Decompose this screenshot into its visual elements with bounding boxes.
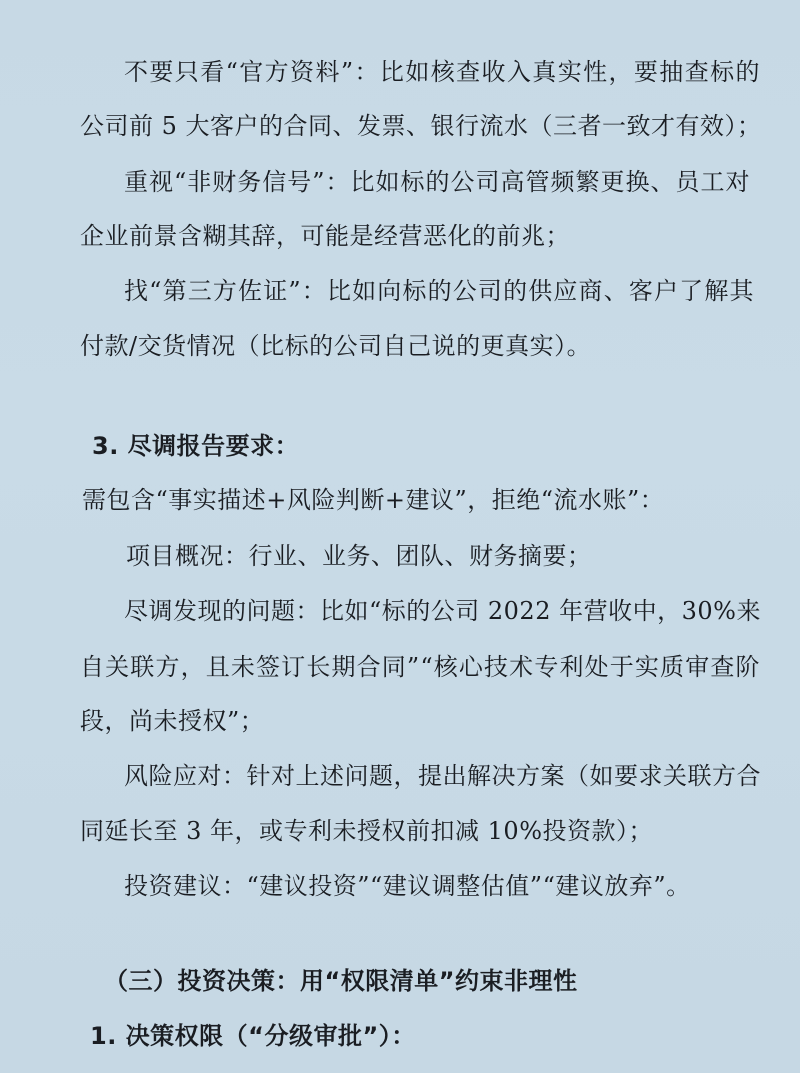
paragraph-line: 公司前 5 大客户的合同、发票、银行流水（三者一致才有效）； [80, 112, 762, 140]
paragraph-line: 投资建议：“建议投资”“建议调整估值”“建议放弃”。 [124, 872, 691, 900]
paragraph-line: 同延长至 3 年，或专利未授权前扣减 10%投资款）； [80, 817, 653, 845]
paragraph-line: 企业前景含糊其辞，可能是经营恶化的前兆； [80, 222, 570, 250]
subsection-heading: 1. 决策权限（“分级审批”）： [90, 1022, 416, 1050]
paragraph-line: 风险应对：针对上述问题，提出解决方案（如要求关联方合 [124, 762, 761, 790]
paragraph-line: 需包含“事实描述+风险判断+建议”，拒绝“流水账”： [82, 486, 665, 514]
paragraph-line: 尽调发现的问题：比如“标的公司 2022 年营收中，30%来 [124, 597, 761, 625]
paragraph-line: 自关联方，且未签订长期合同”“核心技术专利处于实质审查阶 [80, 653, 761, 681]
paragraph-line: 不要只看“官方资料”：比如核查收入真实性，要抽查标的 [124, 58, 761, 86]
paragraph-line: 项目概况：行业、业务、团队、财务摘要； [126, 542, 592, 570]
section-heading: 3. 尽调报告要求： [92, 432, 300, 460]
paragraph-line: 付款/交货情况（比标的公司自己说的更真实）。 [80, 332, 592, 360]
paragraph-line: 找“第三方佐证”：比如向标的公司的供应商、客户了解其 [124, 277, 755, 305]
section-heading: （三）投资决策：用“权限清单”约束非理性 [104, 967, 578, 995]
paragraph-line: 段，尚未授权”； [80, 707, 265, 735]
paragraph-line: 重视“非财务信号”：比如标的公司高管频繁更换、员工对 [124, 168, 751, 196]
